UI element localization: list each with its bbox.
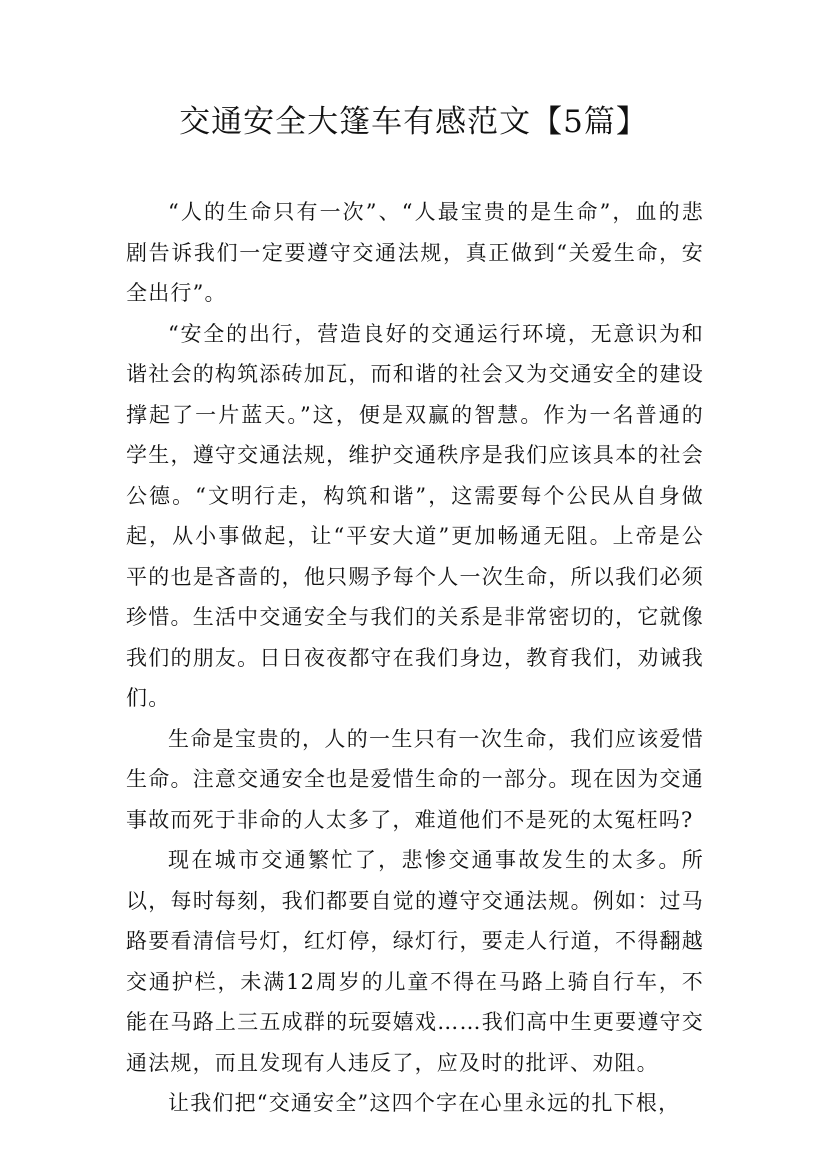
paragraph-3: 生命是宝贵的，人的一生只有一次生命，我们应该爱惜生命。注意交通安全也是爱惜生命的一部分。现在因为交通事故而死于非命的人太多了，难道他们不是死的太冤枉吗? <box>126 726 704 832</box>
paragraph-5: 让我们把“交通安全”这四个字在心里永远的扎下根， <box>168 1091 681 1115</box>
paragraph-2: “安全的出行，营造良好的交通运行环境，无意识为和谐社会的构筑添砖加瓦，而和谐的社会又为交通安全的建设撑起了一片蓝天。”这，便是双赢的智慧。作为一名普通的学生，遵守交通法规，维护交通秩序是我们应该具本的社会公德。“文明行走，构筑和谐”，这需要每个公民从自身做起，从小事做起，让“平安大道”更加畅通无阻。上帝是公平的也是吝啬的，他只赐予每个人一次生命，所以我们必须珍惜。生活中交通安全与我们的关系是非常密切的，它就像我们的朋友。日日夜夜都守在我们身边，教育我们，劝诫我们。 <box>126 321 704 710</box>
document-body <box>126 192 704 1124</box>
paragraph-1: “人的生命只有一次”、“人最宝贵的是生命”，血的悲剧告诉我们一定要遵守交通法规，真正做到“关爱生命，安全出行”。 <box>126 200 704 305</box>
document-title: 交通安全大篷车有感范文【5篇】 <box>179 104 648 140</box>
paragraph-4: 现在城市交通繁忙了，悲惨交通事故发生的太多。所以，每时每刻，我们都要自觉的遵守交通法规。例如：过马路要看清信号灯，红灯停，绿灯行，要走人行道，不得翻越交通护栏，未满12周岁的儿童不得在马路上骑自行车，不能在马路上三五成群的玩耍嬉戏……我们高中生更要遵守交通法规，而且发现有人违反了，应及时的批评、劝阻。 <box>126 848 704 1075</box>
